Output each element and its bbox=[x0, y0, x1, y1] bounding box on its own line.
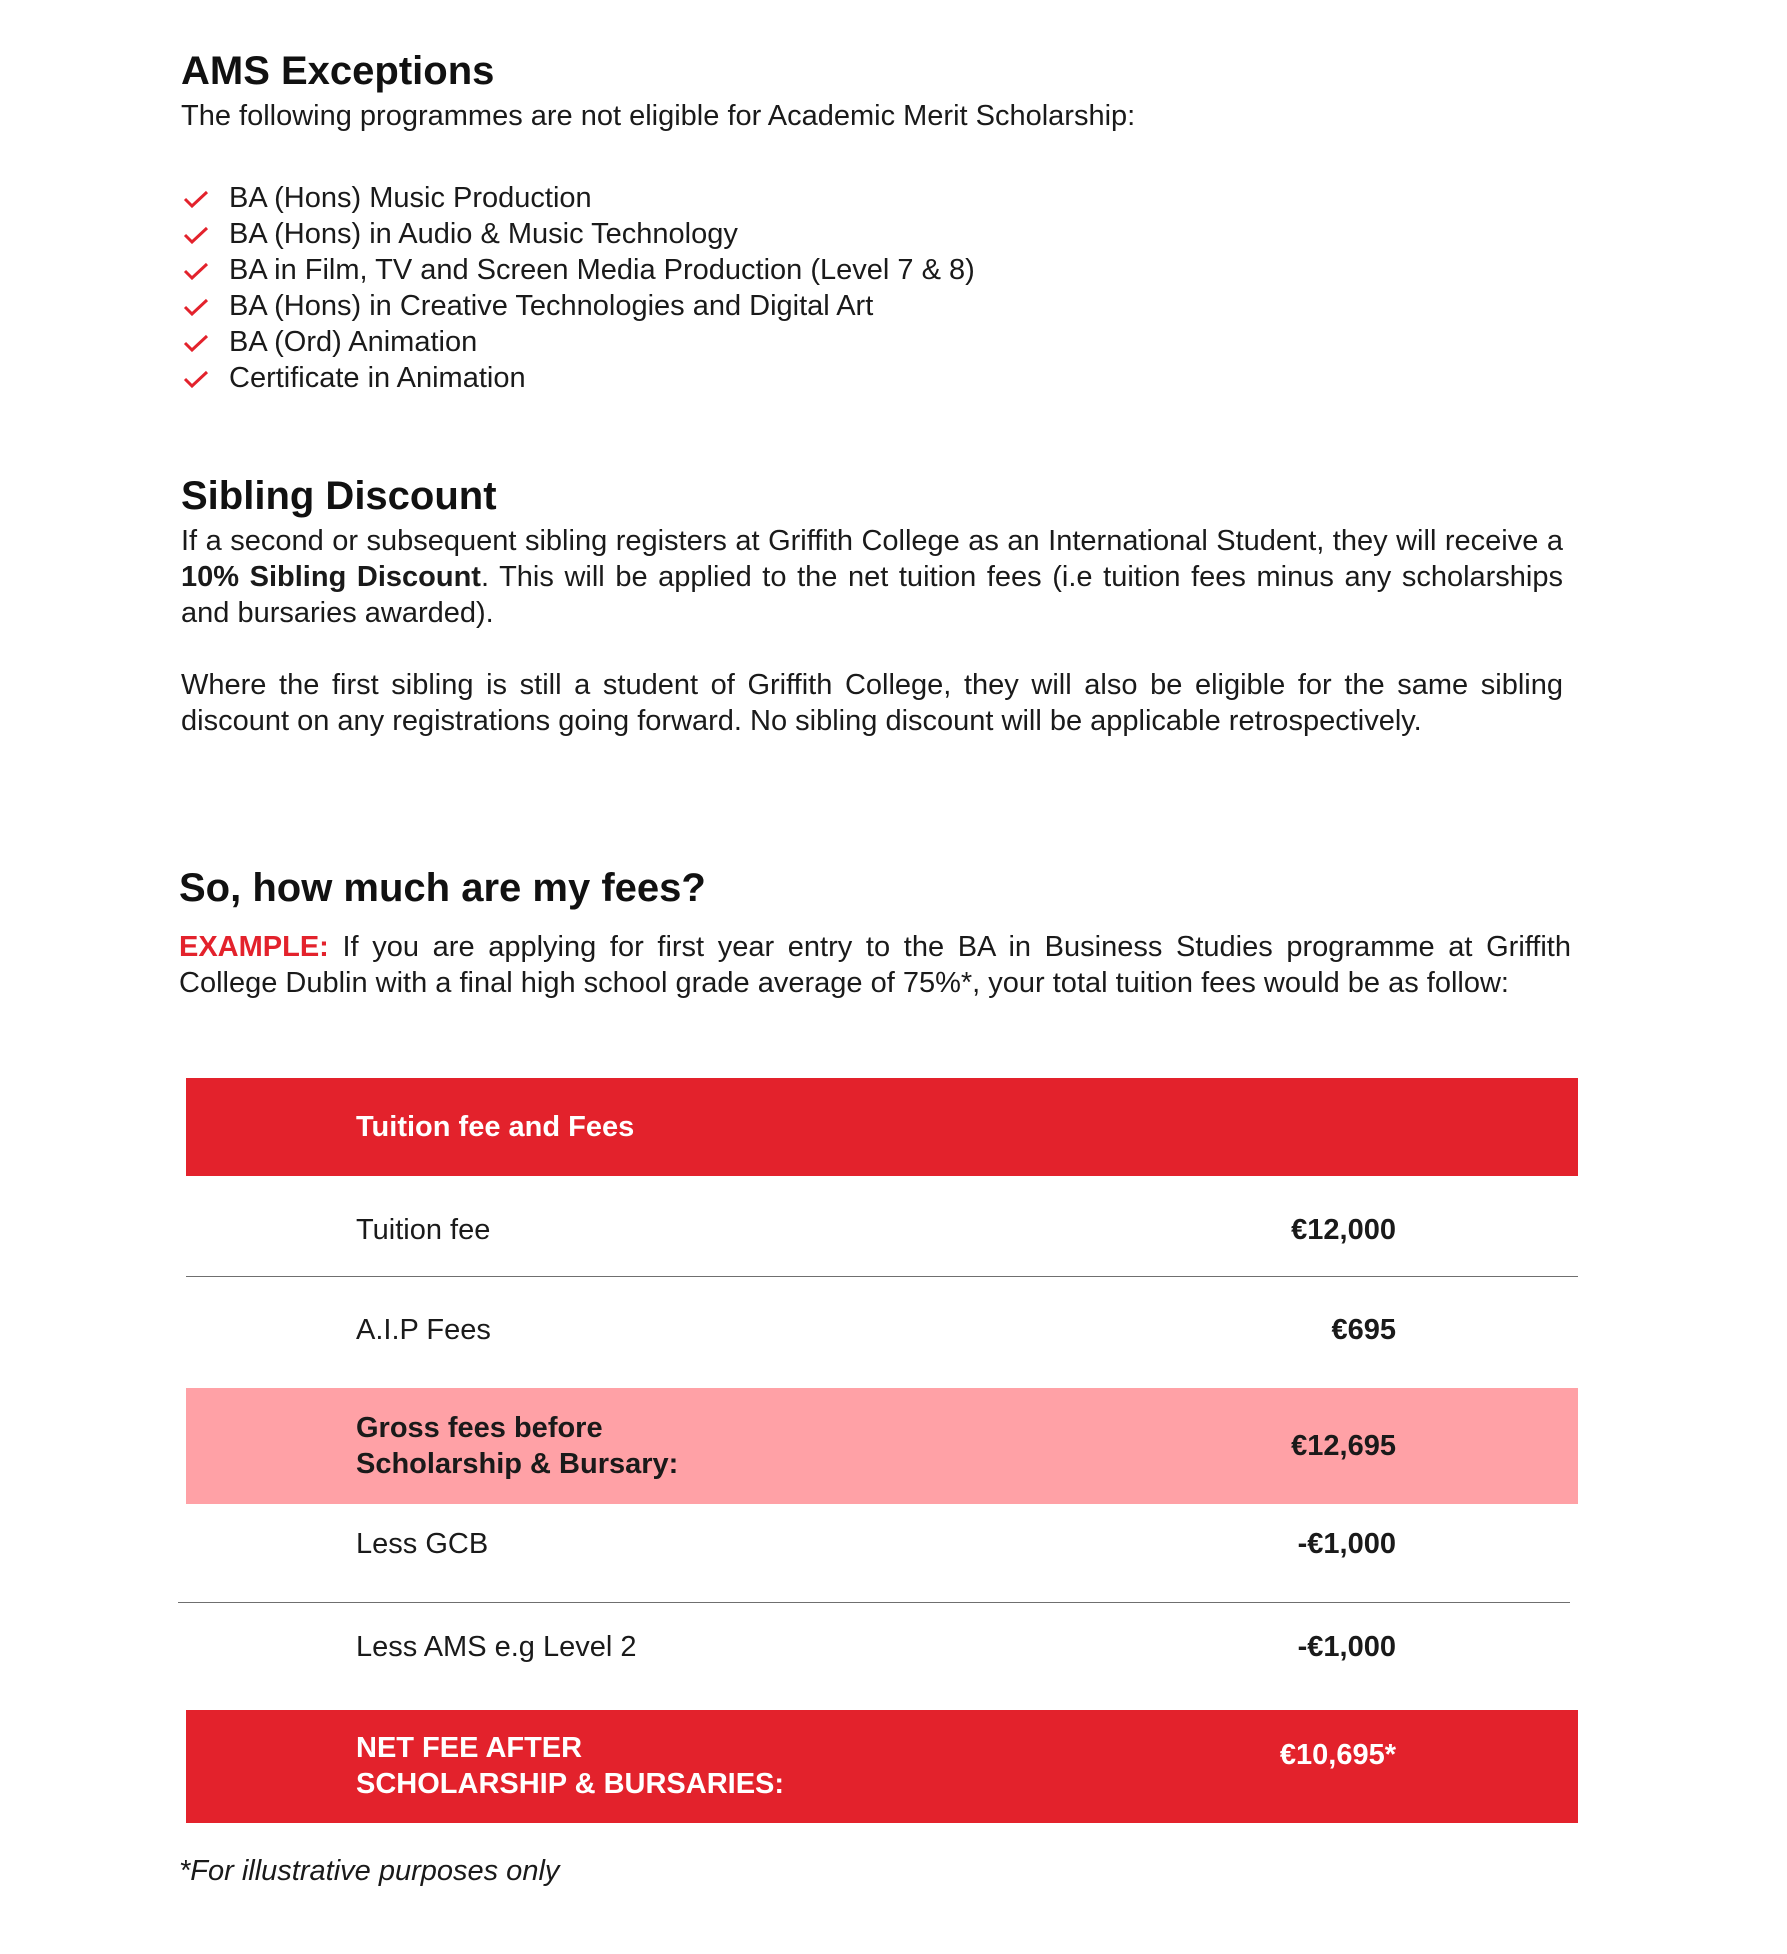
net-value: €10,695* bbox=[1279, 1739, 1396, 1771]
table-row bbox=[186, 1504, 1578, 1602]
table-row-gross bbox=[186, 1388, 1578, 1504]
gross-label-line-2: Scholarship & Bursary: bbox=[356, 1448, 679, 1480]
table-header-row bbox=[186, 1078, 1578, 1176]
aip-label: A.I.P Fees bbox=[356, 1314, 491, 1346]
list-item bbox=[181, 216, 975, 252]
list-item-label: BA in Film, TV and Screen Media Production (Level 7 & 8) bbox=[229, 254, 975, 286]
check-icon bbox=[183, 370, 209, 388]
sibling-p1-before: If a second or subsequent sibling registers at Griffith College as an International Student, they will receive a bbox=[181, 525, 1563, 557]
list-item bbox=[181, 288, 975, 324]
aip-value: €695 bbox=[1331, 1314, 1396, 1346]
check-icon bbox=[183, 298, 209, 316]
table-row-net bbox=[186, 1710, 1578, 1823]
table-row bbox=[186, 1176, 1578, 1276]
ams-less-label: Less AMS e.g Level 2 bbox=[356, 1631, 637, 1663]
check-icon bbox=[183, 262, 209, 280]
list-item bbox=[181, 180, 975, 216]
footnote: *For illustrative purposes only bbox=[179, 1855, 560, 1887]
table-row bbox=[186, 1277, 1578, 1388]
example-text: If you are applying for first year entry to the BA in Business Studies programme at Griffith College Dublin with a final high school grade average of 75%*, your total tuition fees would be as follow: bbox=[179, 931, 1571, 999]
net-label-line-2: SCHOLARSHIP & BURSARIES: bbox=[356, 1768, 785, 1800]
gross-label-line-1: Gross fees before bbox=[356, 1412, 603, 1444]
fees-heading: So, how much are my fees? bbox=[179, 866, 706, 910]
net-label-line-1: NET FEE AFTER bbox=[356, 1732, 583, 1764]
list-item-label: BA (Hons) Music Production bbox=[229, 182, 592, 214]
gross-value: €12,695 bbox=[1291, 1430, 1396, 1462]
gcb-label: Less GCB bbox=[356, 1528, 489, 1560]
sibling-discount-highlight: 10% Sibling Discount bbox=[181, 561, 481, 593]
list-item-label: Certificate in Animation bbox=[229, 362, 526, 394]
gcb-value: -€1,000 bbox=[1297, 1528, 1396, 1560]
sibling-p1-after: . This will be applied to the net tuition fees (i.e tuition fees minus any scholarships and bursaries awarded). bbox=[181, 561, 1564, 629]
sibling-paragraph-2: Where the first sibling is still a student of Griffith College, they will also be eligible for the same sibling discount on any registrations going forward. No sibling discount will be applicable retrospectively. bbox=[181, 669, 1563, 737]
list-item-label: BA (Hons) in Creative Technologies and Digital Art bbox=[229, 290, 874, 322]
list-item bbox=[181, 252, 975, 288]
table-header: Tuition fee and Fees bbox=[356, 1111, 635, 1143]
check-icon bbox=[183, 334, 209, 352]
example-label: EXAMPLE: bbox=[179, 931, 329, 963]
list-item bbox=[181, 324, 975, 360]
check-icon bbox=[183, 226, 209, 244]
list-item bbox=[181, 360, 975, 396]
table-row bbox=[186, 1603, 1578, 1709]
ams-less-value: -€1,000 bbox=[1297, 1631, 1396, 1663]
fees-example-paragraph bbox=[179, 929, 1571, 1001]
sibling-heading: Sibling Discount bbox=[181, 474, 497, 518]
ams-heading: AMS Exceptions bbox=[181, 49, 495, 93]
list-item-label: BA (Ord) Animation bbox=[229, 326, 478, 358]
ams-intro: The following programmes are not eligible for Academic Merit Scholarship: bbox=[181, 100, 1136, 132]
check-icon bbox=[183, 190, 209, 208]
sibling-paragraph-1 bbox=[181, 523, 1563, 631]
tuition-label: Tuition fee bbox=[356, 1214, 491, 1246]
tuition-value: €12,000 bbox=[1291, 1214, 1396, 1246]
ams-exception-list bbox=[181, 180, 975, 396]
list-item-label: BA (Hons) in Audio & Music Technology bbox=[229, 218, 738, 250]
